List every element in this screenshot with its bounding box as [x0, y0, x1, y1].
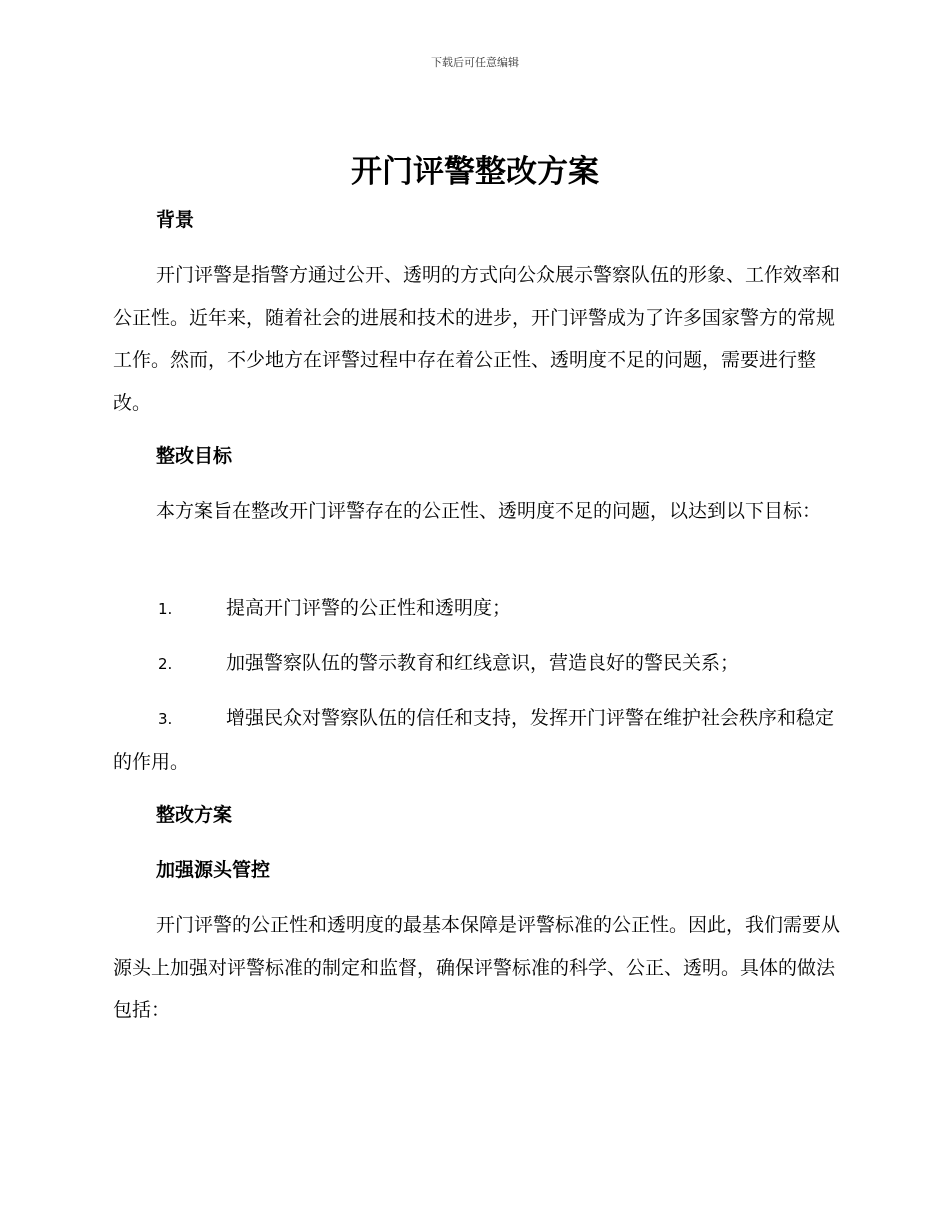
list-item-text: 提高开门评警的公正性和透明度；: [226, 597, 512, 619]
paragraph-background: 开门评警是指警方通过公开、透明的方式向公众展示警察队伍的形象、工作效率和公正性。近年来，随着社会的进展和技术的进步，开门评警成为了许多国家警方的常规工作。然而，不少地方在评警过程中存在着公正性、透明度不足的问题，需要进行整改。: [113, 264, 841, 414]
list-item: [113, 587, 843, 631]
list-item: [113, 697, 843, 783]
list-item-text: 增强民众对警察队伍的信任和支持，发挥开门评警在维护社会秩序和稳定的作用。: [113, 707, 835, 773]
subsection-heading-source-control: 加强源头管控: [156, 859, 271, 881]
section-heading-goals: 整改目标: [156, 445, 233, 467]
paragraph-source-control: 开门评警的公正性和透明度的最基本保障是评警标准的公正性。因此，我们需要从源头上加强对评警标准的制定和监督，确保评警标准的科学、公正、透明。具体的做法包括：: [113, 914, 841, 1021]
list-item: [113, 642, 843, 686]
paragraph-goals-intro: 本方案旨在整改开门评警存在的公正性、透明度不足的问题，以达到以下目标：: [156, 500, 822, 522]
list-item-number: 2.: [158, 655, 173, 673]
list-item-number: 3.: [158, 710, 173, 728]
list-item-number: 1.: [158, 600, 173, 618]
page-header-note: 下载后可任意编辑: [431, 56, 519, 69]
list-item-text: 加强警察队伍的警示教育和红线意识，营造良好的警民关系；: [226, 652, 740, 674]
section-heading-plan: 整改方案: [156, 804, 233, 826]
document-title: 开门评警整改方案: [351, 154, 599, 190]
section-heading-background: 背景: [156, 209, 195, 231]
